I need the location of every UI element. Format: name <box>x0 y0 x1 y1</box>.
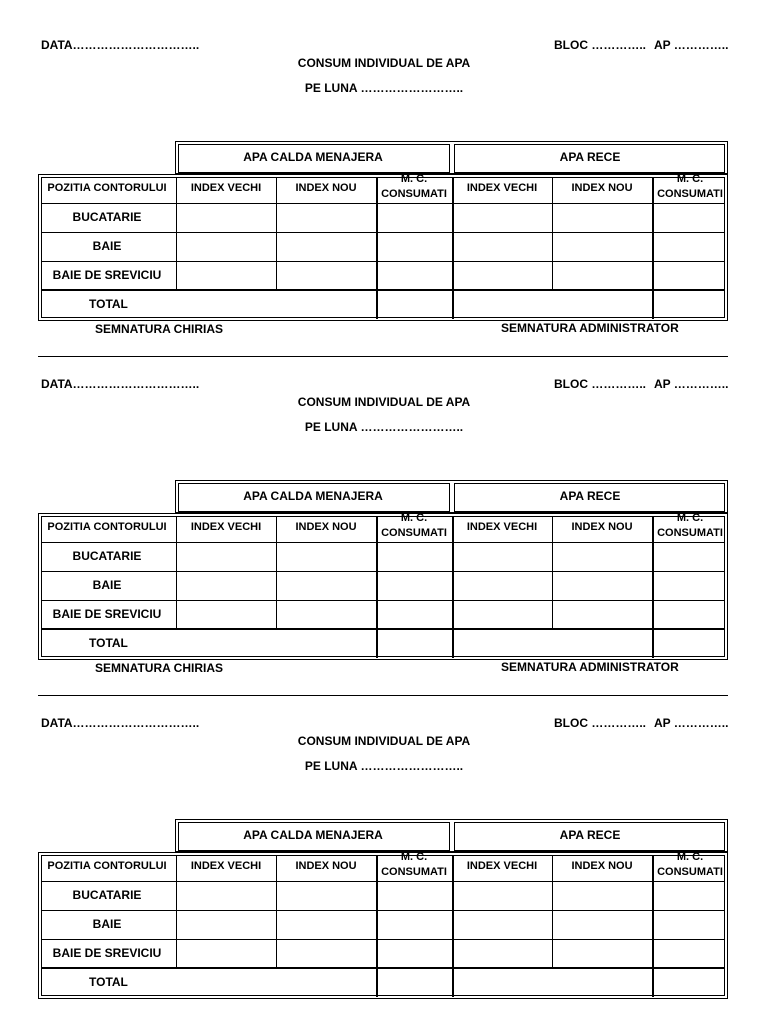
row-label: BAIE DE SREVICIU <box>52 268 162 282</box>
reading-cell[interactable] <box>652 910 728 939</box>
reading-cell[interactable] <box>276 600 376 629</box>
reading-cell[interactable] <box>376 881 452 910</box>
date-field: DATA………………………….. <box>41 38 200 52</box>
reading-cell[interactable] <box>652 939 728 968</box>
cold-consumed-header <box>652 509 728 542</box>
cold-total-cell[interactable] <box>452 629 652 658</box>
reading-cell[interactable] <box>276 881 376 910</box>
row-label: BUCATARIE <box>72 888 142 902</box>
row-label: BAIE <box>92 239 122 253</box>
reading-cell[interactable] <box>552 261 652 290</box>
cold-water-header: APA RECE <box>559 828 621 842</box>
total-label: TOTAL <box>89 975 128 989</box>
hot-new-index-header: INDEX NOU <box>295 181 357 194</box>
reading-cell[interactable] <box>176 571 276 600</box>
date-field: DATA………………………….. <box>41 716 200 730</box>
reading-cell[interactable] <box>552 600 652 629</box>
tenant-signature: SEMNATURA CHIRIAS <box>95 322 223 336</box>
consumed-label: CONSUMATI <box>657 865 723 878</box>
row-label: BUCATARIE <box>72 549 142 563</box>
reading-cell[interactable] <box>652 232 728 261</box>
hot-old-index-header: INDEX VECHI <box>190 520 262 533</box>
hot-new-index-header: INDEX NOU <box>295 859 357 872</box>
cold-consumed-total-cell[interactable] <box>652 968 728 997</box>
cold-water-header: APA RECE <box>559 489 621 503</box>
administrator-signature: SEMNATURA ADMINISTRATOR <box>501 660 679 674</box>
reading-cell[interactable] <box>552 939 652 968</box>
consumed-label: CONSUMATI <box>381 187 447 200</box>
mc-label: M. C. <box>400 173 428 186</box>
mc-label: M. C. <box>400 512 428 525</box>
consumption-form <box>0 375 768 675</box>
form-separator <box>38 356 728 357</box>
cold-new-index-header: INDEX NOU <box>571 520 633 533</box>
apartment-field: AP ………….. <box>654 716 729 730</box>
row-label: BAIE <box>92 917 122 931</box>
cold-total-cell[interactable] <box>452 290 652 319</box>
reading-cell[interactable] <box>176 542 276 571</box>
cold-new-index-header: INDEX NOU <box>571 181 633 194</box>
apartment-field: AP ………….. <box>654 38 729 52</box>
cold-consumed-header <box>652 170 728 203</box>
reading-cell[interactable] <box>552 881 652 910</box>
month-field: PE LUNA …………………….. <box>304 759 464 773</box>
row-label: BAIE DE SREVICIU <box>52 607 162 621</box>
reading-cell[interactable] <box>276 261 376 290</box>
reading-cell[interactable] <box>552 910 652 939</box>
hot-old-index-header: INDEX VECHI <box>190 859 262 872</box>
row-label: BAIE <box>92 578 122 592</box>
hot-water-header: APA CALDA MENAJERA <box>243 150 383 164</box>
reading-cell[interactable] <box>176 910 276 939</box>
row-label: BAIE DE SREVICIU <box>52 946 162 960</box>
reading-cell[interactable] <box>652 203 728 232</box>
consumed-label: CONSUMATI <box>381 865 447 878</box>
cold-total-cell[interactable] <box>452 968 652 997</box>
mc-label: M. C. <box>676 173 704 186</box>
hot-old-index-header: INDEX VECHI <box>190 181 262 194</box>
reading-cell[interactable] <box>452 881 552 910</box>
reading-cell[interactable] <box>376 232 452 261</box>
apartment-field: AP ………….. <box>654 377 729 391</box>
position-column-header: POZITIA CONTORULUI <box>47 520 167 533</box>
reading-cell[interactable] <box>176 881 276 910</box>
mc-label: M. C. <box>676 851 704 864</box>
hot-total-cell[interactable] <box>376 629 452 658</box>
form-title: CONSUM INDIVIDUAL DE APA <box>297 56 471 70</box>
reading-cell[interactable] <box>452 939 552 968</box>
total-label: TOTAL <box>89 636 128 650</box>
date-field: DATA………………………….. <box>41 377 200 391</box>
reading-cell[interactable] <box>376 261 452 290</box>
mc-label: M. C. <box>676 512 704 525</box>
form-title: CONSUM INDIVIDUAL DE APA <box>297 395 471 409</box>
reading-cell[interactable] <box>452 600 552 629</box>
reading-cell[interactable] <box>452 203 552 232</box>
mc-label: M. C. <box>400 851 428 864</box>
reading-cell[interactable] <box>276 542 376 571</box>
reading-cell[interactable] <box>552 542 652 571</box>
consumption-form <box>0 36 768 336</box>
reading-cell[interactable] <box>452 910 552 939</box>
reading-cell[interactable] <box>552 571 652 600</box>
position-column-header: POZITIA CONTORULUI <box>47 181 167 194</box>
reading-cell[interactable] <box>376 600 452 629</box>
hot-consumed-header <box>376 848 452 881</box>
hot-consumed-header <box>376 170 452 203</box>
cold-old-index-header: INDEX VECHI <box>466 859 538 872</box>
consumed-label: CONSUMATI <box>381 526 447 539</box>
row-label: BUCATARIE <box>72 210 142 224</box>
reading-cell[interactable] <box>452 261 552 290</box>
hot-total-cell[interactable] <box>376 290 452 319</box>
form-separator <box>38 695 728 696</box>
reading-cell[interactable] <box>276 939 376 968</box>
consumed-label: CONSUMATI <box>657 526 723 539</box>
reading-cell[interactable] <box>276 910 376 939</box>
reading-cell[interactable] <box>176 232 276 261</box>
reading-cell[interactable] <box>176 203 276 232</box>
reading-cell[interactable] <box>276 571 376 600</box>
reading-cell[interactable] <box>176 261 276 290</box>
month-field: PE LUNA …………………….. <box>304 420 464 434</box>
reading-cell[interactable] <box>652 542 728 571</box>
cold-consumed-total-cell[interactable] <box>652 290 728 319</box>
tenant-signature: SEMNATURA CHIRIAS <box>95 661 223 675</box>
cold-consumed-total-cell[interactable] <box>652 629 728 658</box>
reading-cell[interactable] <box>176 939 276 968</box>
reading-cell[interactable] <box>652 571 728 600</box>
reading-cell[interactable] <box>376 910 452 939</box>
month-field: PE LUNA …………………….. <box>304 81 464 95</box>
reading-cell[interactable] <box>552 232 652 261</box>
reading-cell[interactable] <box>452 232 552 261</box>
cold-new-index-header: INDEX NOU <box>571 859 633 872</box>
total-label: TOTAL <box>89 297 128 311</box>
consumption-form <box>0 714 768 1014</box>
reading-cell[interactable] <box>176 600 276 629</box>
administrator-signature: SEMNATURA ADMINISTRATOR <box>501 321 679 335</box>
hot-consumed-header <box>376 509 452 542</box>
reading-cell[interactable] <box>452 571 552 600</box>
consumed-label: CONSUMATI <box>657 187 723 200</box>
hot-total-cell[interactable] <box>376 968 452 997</box>
block-field: BLOC ………….. <box>554 377 646 391</box>
hot-new-index-header: INDEX NOU <box>295 520 357 533</box>
reading-cell[interactable] <box>276 203 376 232</box>
hot-water-header: APA CALDA MENAJERA <box>243 828 383 842</box>
form-title: CONSUM INDIVIDUAL DE APA <box>297 734 471 748</box>
reading-cell[interactable] <box>552 203 652 232</box>
block-field: BLOC ………….. <box>554 38 646 52</box>
reading-cell[interactable] <box>652 261 728 290</box>
reading-cell[interactable] <box>376 571 452 600</box>
cold-old-index-header: INDEX VECHI <box>466 181 538 194</box>
reading-cell[interactable] <box>276 232 376 261</box>
reading-cell[interactable] <box>376 203 452 232</box>
position-column-header: POZITIA CONTORULUI <box>47 859 167 872</box>
reading-cell[interactable] <box>376 542 452 571</box>
reading-cell[interactable] <box>452 542 552 571</box>
block-field: BLOC ………….. <box>554 716 646 730</box>
hot-water-header: APA CALDA MENAJERA <box>243 489 383 503</box>
reading-cell[interactable] <box>652 600 728 629</box>
reading-cell[interactable] <box>652 881 728 910</box>
cold-consumed-header <box>652 848 728 881</box>
cold-water-header: APA RECE <box>559 150 621 164</box>
cold-old-index-header: INDEX VECHI <box>466 520 538 533</box>
reading-cell[interactable] <box>376 939 452 968</box>
